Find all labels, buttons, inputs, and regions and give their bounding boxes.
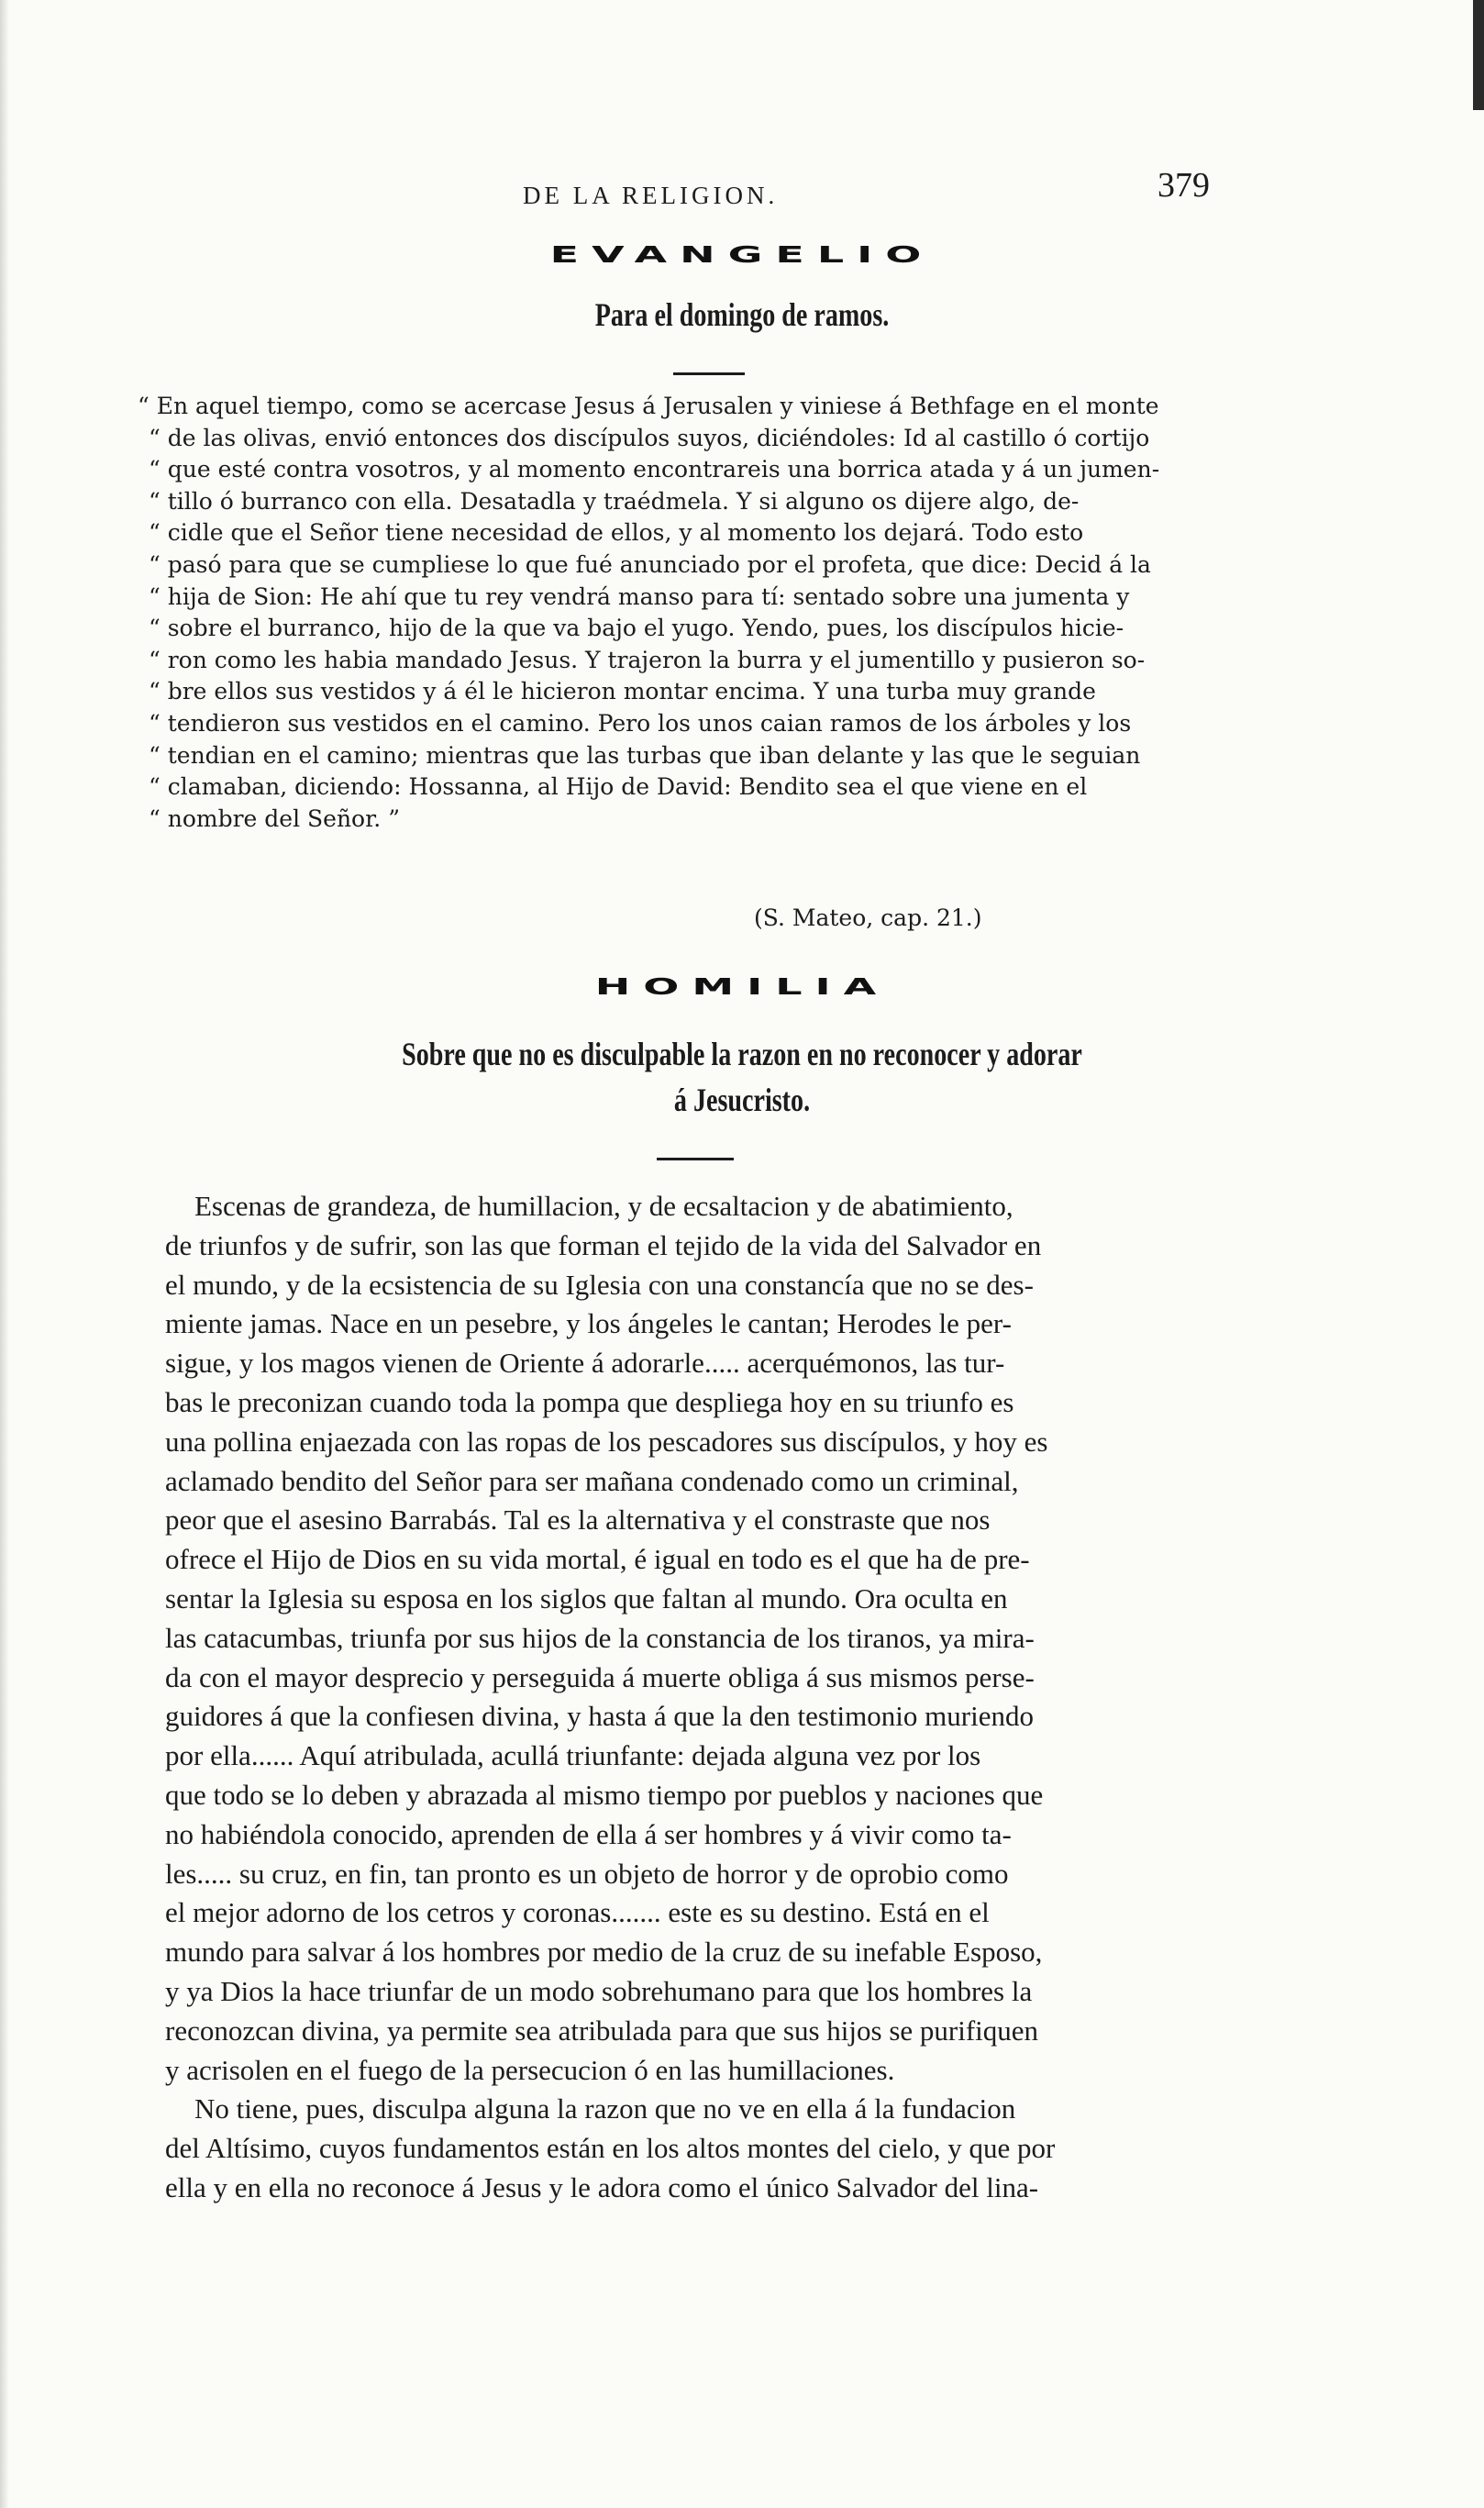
homilia-subtitle-line2: á Jesucristo. (673, 1082, 811, 1118)
gospel-line: “ pasó para que se cumpliese lo que fué anunciado por el profeta, que dice: Decid á la (149, 550, 1151, 578)
gospel-line: “ nombre del Señor. ” (149, 805, 400, 832)
page-edge-dark (1473, 0, 1484, 110)
body-line: de triunfos y de sufrir, son las que forman el tejido de la vida del Salvador en (165, 1228, 1042, 1261)
body-line: reconozcan divina, ya permite sea atribulada para que sus hijos se purifiquen (165, 2014, 1039, 2047)
gospel-line: “ ron como les habia mandado Jesus. Y trajeron la burra y el jumentillo y pusieron so- (149, 646, 1146, 673)
divider-rule (673, 372, 745, 375)
body-line: les..... su cruz, en fin, tan pronto es un objeto de horror y de oprobio como (165, 1857, 1009, 1890)
gospel-line: “ de las olivas, envió entonces dos discípulos suyos, diciéndoles: Id al castillo ó cortijo (149, 424, 1150, 451)
gospel-line: “ En aquel tiempo, como se acercase Jesus á Jerusalen y viniese á Bethfage en el monte (138, 393, 1159, 419)
body-line: mundo para salvar á los hombres por medio de la cruz de su inefable Esposo, (165, 1936, 1043, 1969)
gospel-line: “ bre ellos sus vestidos y á él le hicieron montar encima. Y una turba muy grande (149, 678, 1096, 705)
body-line: el mejor adorno de los cetros y coronas....... este es su destino. Está en el (165, 1896, 990, 1929)
body-line: el mundo, y de la ecsistencia de su Iglesia con una constancía que no se des- (165, 1268, 1034, 1301)
gospel-line: “ hija de Sion: He ahí que tu rey vendrá manso para tí: sentado sobre una jumenta y (149, 583, 1130, 610)
body-line: aclamado bendito del Señor para ser mañana condenado como un criminal, (165, 1464, 1019, 1497)
body-line: no habiéndola conocido, aprenden de ella á ser hombres y á vivir como ta- (165, 1817, 1012, 1850)
gospel-citation: (S. Mateo, cap. 21.) (754, 904, 982, 931)
evangelio-title: EVANGELIO (549, 240, 935, 268)
body-line: peor que el asesino Barrabás. Tal es la alternativa y el constraste que nos (165, 1504, 991, 1537)
gospel-line: “ que esté contra vosotros, y al momento encontrareis una borrica atada y á un jumen- (149, 456, 1160, 483)
gospel-text (138, 391, 1252, 835)
gospel-line: “ tendieron sus vestidos en el camino. Pero los unos caian ramos de los árboles y los (149, 709, 1132, 737)
running-head: DE LA RELIGION. (523, 182, 779, 209)
body-line: por ella...... Aquí atribulada, acullá triunfante: dejada alguna vez por los (165, 1739, 981, 1772)
body-line: una pollina enjaezada con las ropas de los pescadores sus discípulos, y hoy es (165, 1425, 1048, 1458)
body-line: Escenas de grandeza, de humillacion, y de ecsaltacion y de abatimiento, (194, 1190, 1013, 1222)
gospel-line: “ tendian en el camino; mientras que las turbas que iban delante y las que le seguian (149, 741, 1141, 769)
gospel-line: “ tillo ó burranco con ella. Desatadla y traédmela. Y si alguno os dijere algo, de- (149, 487, 1080, 515)
body-line: que todo se lo deben y abrazada al mismo tiempo por pueblos y naciones que (165, 1778, 1044, 1811)
body-line: del Altísimo, cuyos fundamentos están en los altos montes del cielo, y que por (165, 2132, 1056, 2165)
body-line: bas le preconizan cuando toda la pompa que despliega hoy en su triunfo es (165, 1385, 1014, 1418)
body-line: No tiene, pues, disculpa alguna la razon que no ve en ella á la fundacion (194, 2092, 1016, 2125)
gospel-line: “ cidle que el Señor tiene necesidad de ellos, y al momento los dejará. Todo esto (149, 519, 1084, 547)
body-line: las catacumbas, triunfa por sus hijos de la constancia de los tiranos, ya mira- (165, 1621, 1035, 1654)
body-line: ella y en ella no reconoce á Jesus y le adora como el único Salvador del lina- (165, 2170, 1039, 2203)
homilia-subtitle-line1: Sobre que no es disculpable la razon en no reconocer y adorar (402, 1036, 1082, 1072)
body-line: y ya Dios la hace triunfar de un modo sobrehumano para que los hombres la (165, 1974, 1033, 2007)
gospel-line: “ clamaban, diciendo: Hossanna, al Hijo de David: Bendito sea el que viene en el (149, 773, 1088, 801)
body-line: y acrisolen en el fuego de la persecucion ó en las humillaciones. (165, 2053, 895, 2086)
body-line: ofrece el Hijo de Dios en su vida mortal, é igual en todo es el que ha de pre- (165, 1543, 1030, 1576)
evangelio-subtitle: Para el domingo de ramos. (594, 296, 890, 333)
body-line: guidores á que la confiesen divina, y hasta á que la den testimonio muriendo (165, 1700, 1034, 1733)
body-line: da con el mayor desprecio y perseguida á muerte obliga á sus mismos perse- (165, 1660, 1035, 1693)
body-line: miente jamas. Nace en un pesebre, y los ángeles le cantan; Herodes le per- (165, 1307, 1012, 1340)
divider-rule (657, 1158, 734, 1160)
page-edge-shadow (0, 0, 9, 2508)
body-line: sigue, y los magos vienen de Oriente á adorarle..... acerquémonos, las tur- (165, 1347, 1005, 1380)
homilia-text (165, 1187, 1275, 2208)
homilia-title: HOMILIA (594, 972, 890, 1000)
body-line: sentar la Iglesia su esposa en los siglos que faltan al mundo. Ora oculta en (165, 1581, 1008, 1615)
page-number: 379 (1157, 166, 1210, 205)
gospel-line: “ sobre el burranco, hijo de la que va bajo el yugo. Yendo, pues, los discípulos hicie- (149, 615, 1124, 642)
